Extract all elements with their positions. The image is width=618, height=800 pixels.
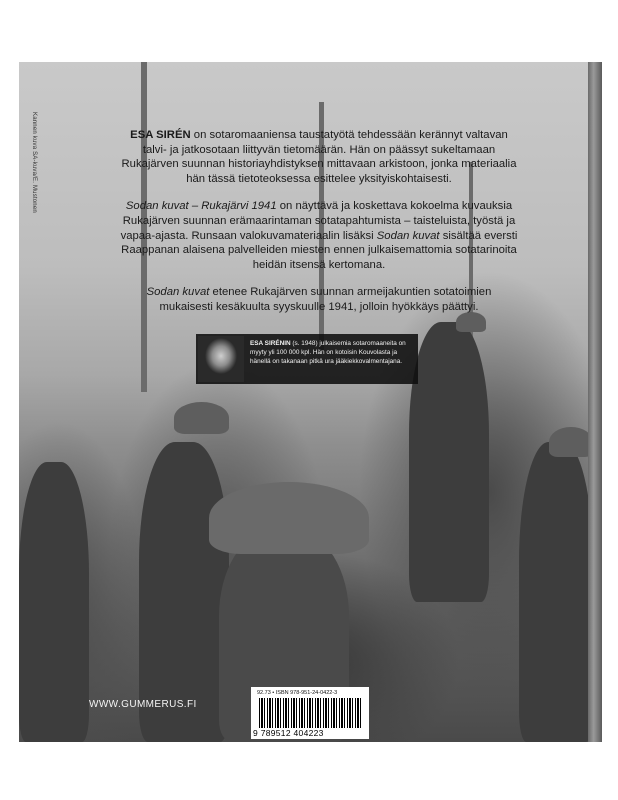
author-name-bold: ESA SIRÉN	[130, 129, 191, 141]
author-bio	[250, 339, 416, 366]
publisher-url: WWW.GUMMERUS.FI	[89, 699, 197, 710]
isbn-number: 9 789512 404223	[253, 728, 324, 738]
book-title-italic: Sodan kuvat – Rukajärvi 1941	[125, 200, 277, 213]
blurb-paragraph	[119, 285, 519, 314]
book-title-italic: Sodan kuvat	[146, 286, 210, 299]
isbn-barcode	[251, 687, 369, 739]
author-photo	[198, 336, 244, 382]
isbn-label: 92.73 • ISBN 978-951-24-0422-3	[257, 690, 338, 696]
book-title-italic: Sodan kuvat	[376, 229, 440, 242]
soldier-cap	[209, 482, 369, 554]
blurb-text: sisältää eversti Raappanan alaisena palvelleiden miesten ennen julkaisemattomia sotatarinoita heidän itsensä kertomana.	[121, 229, 518, 271]
author-info-box	[196, 334, 418, 384]
photo-credit: Kannen kuva SA-kuva/E. Mustonen	[31, 112, 37, 213]
soldier-figure	[19, 462, 89, 742]
soldier-figure	[519, 442, 593, 742]
soldier-figure	[139, 442, 229, 742]
soldier-cap	[174, 402, 229, 434]
blurb-paragraph	[119, 199, 519, 272]
blurb-text: on sotaromaaniensa taustatyötä tehdessään kerännyt valtavan talvi- ja jatkosotaan liittyvän tietomäärän. Hän on päässyt sukeltamaan Rukajärven suunnan historiayhdistyksen mittavaan arkistoon, jonka materiaalia hän tässä tietoteoksessa esittelee yksityiskohtaisesti.	[121, 129, 517, 185]
author-bio-text: (s. 1948) julkaisemia sotaromaaneita on myyty yli 100 000 kpl. Hän on kotoisin Kouvolasta ja hänellä on takanaan pitkä ura jääkiekkovalmentajana.	[250, 340, 406, 365]
barcode-bars	[259, 698, 361, 728]
back-cover-photo	[19, 62, 593, 742]
soldier-cap	[549, 427, 593, 457]
soldier-figure	[409, 322, 489, 602]
book-spine-edge	[588, 62, 602, 742]
blurb-text: on näyttävä ja koskettava kokoelma kuvauksia Rukajärven suunnan erämaarintaman sotatapahtumista – taisteluista, työstä ja vapaa-ajasta. Runsaan valokuvamateriaalin lisäksi	[120, 200, 516, 242]
blurb-text: etenee Rukajärven suunnan armeijakuntien sotatoimien mukaisesti kesäkuulta syyskuulle 1941, jolloin hyökkäys päättyi.	[159, 286, 492, 313]
blurb-paragraph	[119, 128, 519, 186]
back-cover-blurb	[119, 128, 519, 328]
author-bio-name: ESA SIRÉNIN	[250, 340, 291, 347]
